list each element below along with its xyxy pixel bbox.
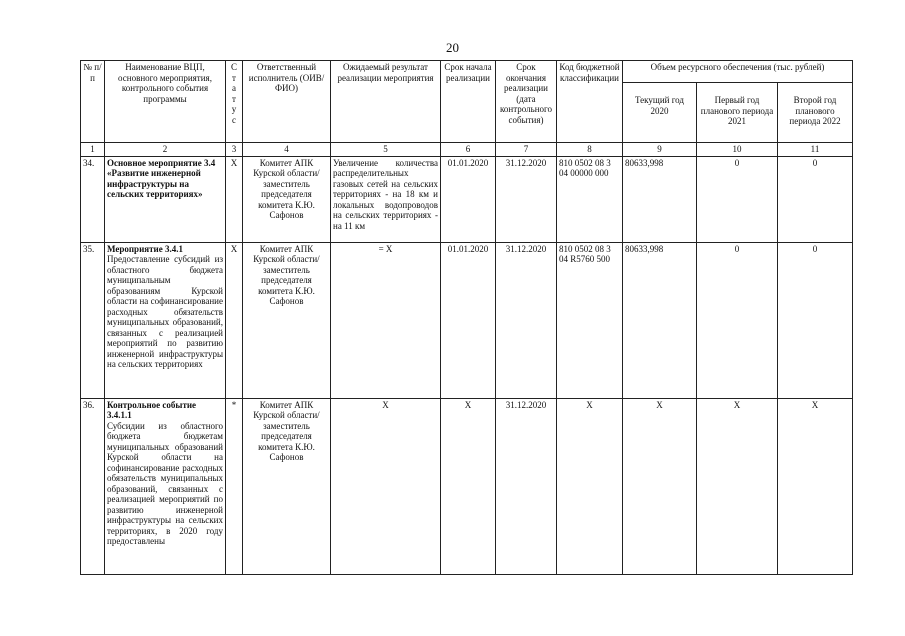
row-result: Х: [331, 398, 441, 574]
header-executor: Ответственный исполнитель (ОИВ/ФИО): [243, 61, 331, 143]
row-code: 810 0502 08 3 04 00000 000: [557, 156, 623, 242]
row-end: 31.12.2020: [496, 242, 557, 398]
row-description: Предоставление субсидий из областного бюджета муниципальным образованиям Курской области на софинансирование расходных обязательств муниципальных образований, связанных с реализацией мероприятий по развитию инженерной инфраструктуры на сельских территориях: [107, 254, 223, 369]
page-number: 20: [446, 40, 459, 55]
row-first: 0: [697, 156, 778, 242]
row-start: 01.01.2020: [441, 242, 496, 398]
row-executor: Комитет АПК Курской области/заместитель председателя комитета К.Ю. Сафонов: [243, 242, 331, 398]
row-name: [105, 156, 226, 242]
row-result: = Х: [331, 242, 441, 398]
row-first: Х: [697, 398, 778, 574]
col-index-3: 3: [226, 143, 243, 157]
row-number: 36.: [81, 398, 105, 574]
header-second-plan-year: Второй год планового периода 2022: [778, 83, 853, 143]
row-executor: Комитет АПК Курской области/заместитель председателя комитета К.Ю. Сафонов: [243, 398, 331, 574]
row-code: Х: [557, 398, 623, 574]
header-start: Срок начала реализации: [441, 61, 496, 143]
row-title: Контрольное событие 3.4.1.1: [107, 399, 197, 420]
header-num: № п/п: [81, 61, 105, 143]
row-end: 31.12.2020: [496, 398, 557, 574]
row-description: Субсидии из областного бюджета бюджетам муниципальных образований Курской области на софинансирование расходных обязательств муниципальных образований, связанных с реализацией мероприятий по развитию инженерной инфраструктуры на сельских территориях, в 2020 году предоставлены: [107, 420, 223, 546]
col-index-6: 6: [441, 143, 496, 157]
row-result: Увеличение количества распределительных газовых сетей на сельских территориях - на 18 км и локальных водопроводов на сельских территориях - на 11 км: [331, 156, 441, 242]
row-title: Основное мероприятие 3.4 «Развитие инженерной инфраструктуры на сельских территориях»: [107, 157, 216, 199]
row-status: Х: [226, 156, 243, 242]
header-code: Код бюджетной классификации: [557, 61, 623, 143]
row-first: 0: [697, 242, 778, 398]
col-index-5: 5: [331, 143, 441, 157]
header-end: Срок окончания реализации (дата контрольного события): [496, 61, 557, 143]
col-index-10: 10: [697, 143, 778, 157]
table-row: [81, 156, 853, 242]
header-status: С т а т у с: [226, 61, 243, 143]
row-current: 80633,998: [623, 242, 697, 398]
table-row: [81, 242, 853, 398]
row-current: 80633,998: [623, 156, 697, 242]
row-number: 35.: [81, 242, 105, 398]
header-first-plan-year: Первый год планового периода 2021: [697, 83, 778, 143]
header-result: Ожидаемый результат реализации мероприятия: [331, 61, 441, 143]
row-name: [105, 242, 226, 398]
row-second: 0: [778, 156, 853, 242]
col-index-9: 9: [623, 143, 697, 157]
header-funding: Объем ресурсного обеспечения (тыс. рублей): [623, 61, 853, 83]
row-status: *: [226, 398, 243, 574]
row-start: 01.01.2020: [441, 156, 496, 242]
col-index-2: 2: [105, 143, 226, 157]
row-end: 31.12.2020: [496, 156, 557, 242]
row-current: Х: [623, 398, 697, 574]
row-code: 810 0502 08 3 04 R5760 500: [557, 242, 623, 398]
col-index-7: 7: [496, 143, 557, 157]
header-current-year: Текущий год 2020: [623, 83, 697, 143]
header-name: Наименование ВЦП, основного мероприятия, контрольного события программы: [105, 61, 226, 143]
table-row: [81, 398, 853, 574]
row-second: Х: [778, 398, 853, 574]
row-start: Х: [441, 398, 496, 574]
row-number: 34.: [81, 156, 105, 242]
row-title: Мероприятие 3.4.1: [107, 243, 183, 254]
col-index-4: 4: [243, 143, 331, 157]
row-second: 0: [778, 242, 853, 398]
row-executor: Комитет АПК Курской области/заместитель председателя комитета К.Ю. Сафонов: [243, 156, 331, 242]
col-index-1: 1: [81, 143, 105, 157]
col-index-8: 8: [557, 143, 623, 157]
row-status: Х: [226, 242, 243, 398]
program-table: [80, 60, 853, 575]
col-index-11: 11: [778, 143, 853, 157]
row-name: [105, 398, 226, 574]
